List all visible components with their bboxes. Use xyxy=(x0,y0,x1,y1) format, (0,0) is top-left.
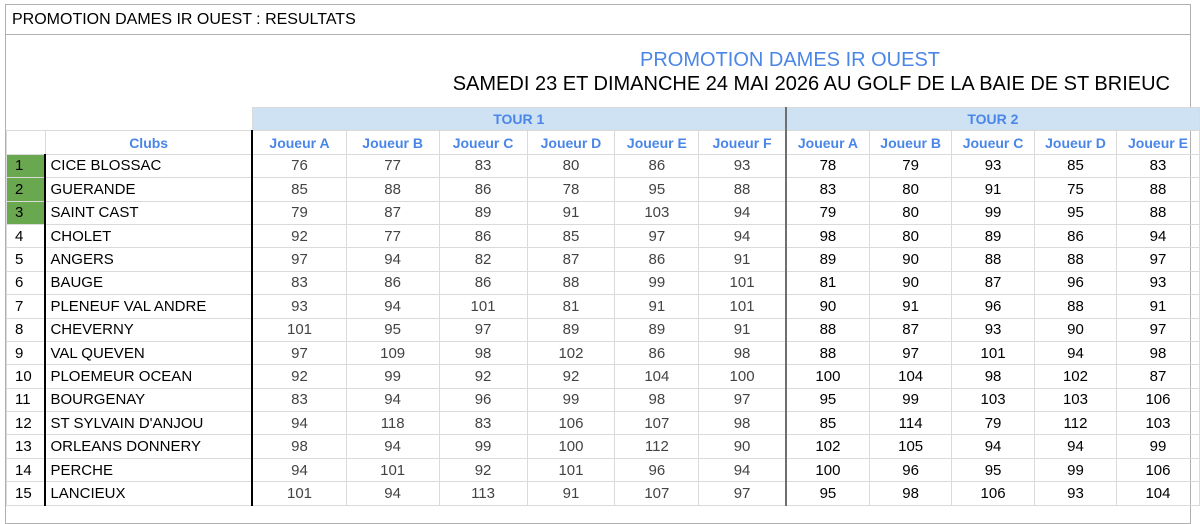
tour1-score-cell: 86 xyxy=(439,178,527,201)
table-row xyxy=(7,295,1200,318)
tour2-score-cell: 79 xyxy=(870,154,952,177)
tour2-score-cell: 89 xyxy=(786,248,870,271)
tour2-score-cell: 90 xyxy=(870,248,952,271)
tour1-score-cell: 106 xyxy=(527,412,615,435)
tour2-score-cell: 93 xyxy=(1116,271,1199,294)
tour1-score-cell: 91 xyxy=(699,318,786,341)
tour2-score-cell: 94 xyxy=(1116,224,1199,247)
club-cell: PLENEUF VAL ANDRE xyxy=(45,295,252,318)
tour2-score-cell: 114 xyxy=(870,412,952,435)
tour1-score-cell: 109 xyxy=(346,341,439,364)
rank-cell: 15 xyxy=(7,482,46,505)
tour2-score-cell: 98 xyxy=(786,224,870,247)
tour1-score-cell: 86 xyxy=(439,271,527,294)
rank-cell: 4 xyxy=(7,224,46,247)
tour2-score-cell: 85 xyxy=(1035,154,1117,177)
tour2-score-cell: 93 xyxy=(1035,482,1117,505)
tour2-score-cell: 83 xyxy=(1116,154,1199,177)
tour2-score-cell: 103 xyxy=(1116,412,1199,435)
tour2-score-cell: 88 xyxy=(952,248,1035,271)
tour1-score-cell: 99 xyxy=(346,365,439,388)
tour1-score-cell: 97 xyxy=(252,248,346,271)
tour1-score-cell: 94 xyxy=(346,482,439,505)
tour1-score-cell: 86 xyxy=(615,154,699,177)
tour2-score-cell: 103 xyxy=(1035,388,1117,411)
tour1-score-cell: 91 xyxy=(527,482,615,505)
tour2-score-cell: 98 xyxy=(952,365,1035,388)
tour1-score-cell: 101 xyxy=(699,295,786,318)
tour2-score-cell: 94 xyxy=(1035,435,1117,458)
tour1-score-cell: 94 xyxy=(252,412,346,435)
table-row xyxy=(7,178,1200,201)
tour2-score-cell: 93 xyxy=(952,154,1035,177)
results-table xyxy=(6,107,1200,506)
tour1-score-cell: 107 xyxy=(615,482,699,505)
tour1-score-cell: 94 xyxy=(346,295,439,318)
tour1-score-cell: 118 xyxy=(346,412,439,435)
tour1-score-cell: 96 xyxy=(439,388,527,411)
tour1-player-header: Joueur D xyxy=(527,131,615,154)
tour2-score-cell: 98 xyxy=(1116,341,1199,364)
club-cell: ST SYLVAIN D'ANJOU xyxy=(45,412,252,435)
tour1-score-cell: 86 xyxy=(439,224,527,247)
tour2-score-cell: 96 xyxy=(870,458,952,481)
tour2-score-cell: 98 xyxy=(870,482,952,505)
tour2-score-cell: 91 xyxy=(870,295,952,318)
tour1-score-cell: 90 xyxy=(699,435,786,458)
rank-cell: 11 xyxy=(7,388,46,411)
tour2-score-cell: 91 xyxy=(952,178,1035,201)
tour2-score-cell: 88 xyxy=(1116,178,1199,201)
table-row xyxy=(7,224,1200,247)
tour2-score-cell: 97 xyxy=(1116,318,1199,341)
tour1-score-cell: 88 xyxy=(527,271,615,294)
tour2-score-cell: 97 xyxy=(870,341,952,364)
tour1-score-cell: 112 xyxy=(615,435,699,458)
tour1-score-cell: 87 xyxy=(346,201,439,224)
tour2-score-cell: 81 xyxy=(786,271,870,294)
tour2-score-cell: 87 xyxy=(952,271,1035,294)
tour1-score-cell: 91 xyxy=(699,248,786,271)
tour1-player-header: Joueur B xyxy=(346,131,439,154)
club-cell: PLOEMEUR OCEAN xyxy=(45,365,252,388)
tour2-score-cell: 102 xyxy=(786,435,870,458)
tour1-score-cell: 78 xyxy=(527,178,615,201)
tour2-score-cell: 88 xyxy=(786,341,870,364)
tour1-score-cell: 97 xyxy=(699,388,786,411)
tour2-score-cell: 93 xyxy=(952,318,1035,341)
table-row xyxy=(7,318,1200,341)
tour1-score-cell: 94 xyxy=(252,458,346,481)
tour1-score-cell: 98 xyxy=(615,388,699,411)
tour1-score-cell: 102 xyxy=(527,341,615,364)
club-cell: LANCIEUX xyxy=(45,482,252,505)
club-cell: BAUGE xyxy=(45,271,252,294)
tour1-score-cell: 94 xyxy=(346,435,439,458)
club-cell: ANGERS xyxy=(45,248,252,271)
rank-cell: 12 xyxy=(7,412,46,435)
tour2-score-cell: 95 xyxy=(786,388,870,411)
tour2-score-cell: 91 xyxy=(1116,295,1199,318)
tour1-score-cell: 85 xyxy=(527,224,615,247)
tour1-score-cell: 92 xyxy=(527,365,615,388)
tour2-player-header: Joueur C xyxy=(952,131,1035,154)
tour2-score-cell: 79 xyxy=(952,412,1035,435)
tour2-score-cell: 104 xyxy=(1116,482,1199,505)
table-row xyxy=(7,365,1200,388)
tour2-score-cell: 88 xyxy=(1116,201,1199,224)
tour1-player-header: Joueur E xyxy=(615,131,699,154)
tour1-score-cell: 86 xyxy=(346,271,439,294)
club-cell: ORLEANS DONNERY xyxy=(45,435,252,458)
club-cell: PERCHE xyxy=(45,458,252,481)
tour1-header: TOUR 1 xyxy=(252,108,785,131)
rank-cell: 9 xyxy=(7,341,46,364)
clubs-header: Clubs xyxy=(45,131,252,154)
table-row xyxy=(7,154,1200,177)
table-row xyxy=(7,248,1200,271)
tour2-score-cell: 106 xyxy=(952,482,1035,505)
tour1-score-cell: 87 xyxy=(527,248,615,271)
tour1-score-cell: 101 xyxy=(527,458,615,481)
tour1-score-cell: 79 xyxy=(252,201,346,224)
tour2-score-cell: 99 xyxy=(1116,435,1199,458)
tour1-score-cell: 89 xyxy=(439,201,527,224)
tour2-score-cell: 95 xyxy=(952,458,1035,481)
rank-cell: 1 xyxy=(7,154,46,177)
tour1-score-cell: 83 xyxy=(252,388,346,411)
rank-cell: 14 xyxy=(7,458,46,481)
tour1-score-cell: 101 xyxy=(699,271,786,294)
tour2-score-cell: 95 xyxy=(1035,201,1117,224)
tour1-score-cell: 92 xyxy=(439,365,527,388)
tour1-score-cell: 89 xyxy=(527,318,615,341)
tour1-score-cell: 86 xyxy=(615,341,699,364)
tour1-score-cell: 93 xyxy=(252,295,346,318)
tour1-score-cell: 82 xyxy=(439,248,527,271)
table-row xyxy=(7,482,1200,505)
club-cell: CHOLET xyxy=(45,224,252,247)
rank-cell: 6 xyxy=(7,271,46,294)
tour1-score-cell: 100 xyxy=(699,365,786,388)
tour2-score-cell: 100 xyxy=(786,458,870,481)
table-row xyxy=(7,341,1200,364)
tour1-score-cell: 77 xyxy=(346,224,439,247)
tour2-score-cell: 88 xyxy=(1035,248,1117,271)
tour2-score-cell: 106 xyxy=(1116,388,1199,411)
rank-cell: 2 xyxy=(7,178,46,201)
tour2-score-cell: 94 xyxy=(952,435,1035,458)
tour1-score-cell: 94 xyxy=(699,201,786,224)
tour1-score-cell: 101 xyxy=(346,458,439,481)
tour1-score-cell: 98 xyxy=(699,412,786,435)
tour2-player-header: Joueur E xyxy=(1116,131,1199,154)
tour2-header: TOUR 2 xyxy=(786,108,1200,131)
tour-header-row xyxy=(7,108,1200,131)
tour2-score-cell: 90 xyxy=(786,295,870,318)
tour1-score-cell: 113 xyxy=(439,482,527,505)
tour2-score-cell: 94 xyxy=(1035,341,1117,364)
tour1-score-cell: 80 xyxy=(527,154,615,177)
tour2-score-cell: 87 xyxy=(870,318,952,341)
tour1-score-cell: 103 xyxy=(615,201,699,224)
tour1-score-cell: 99 xyxy=(527,388,615,411)
tour2-score-cell: 90 xyxy=(870,271,952,294)
tour2-score-cell: 88 xyxy=(786,318,870,341)
tour2-score-cell: 80 xyxy=(870,178,952,201)
page-subheading: SAMEDI 23 ET DIMANCHE 24 MAI 2026 AU GOLF DE LA BAIE DE ST BRIEUC xyxy=(452,73,1170,95)
tour1-score-cell: 94 xyxy=(346,248,439,271)
tour2-score-cell: 96 xyxy=(952,295,1035,318)
tour1-score-cell: 93 xyxy=(699,154,786,177)
tour1-score-cell: 91 xyxy=(527,201,615,224)
table-row xyxy=(7,435,1200,458)
table-row xyxy=(7,412,1200,435)
rank-cell: 3 xyxy=(7,201,46,224)
rank-cell: 8 xyxy=(7,318,46,341)
tour2-score-cell: 99 xyxy=(870,388,952,411)
rank-cell: 7 xyxy=(7,295,46,318)
tour1-score-cell: 86 xyxy=(615,248,699,271)
tour2-score-cell: 96 xyxy=(1035,271,1117,294)
tour1-score-cell: 97 xyxy=(615,224,699,247)
tour1-score-cell: 97 xyxy=(439,318,527,341)
tour1-player-header: Joueur F xyxy=(699,131,786,154)
tour2-score-cell: 80 xyxy=(870,224,952,247)
window-title: PROMOTION DAMES IR OUEST : RESULTATS xyxy=(6,5,1190,35)
tour1-score-cell: 96 xyxy=(615,458,699,481)
tour2-score-cell: 101 xyxy=(952,341,1035,364)
tour1-score-cell: 83 xyxy=(439,412,527,435)
tour2-score-cell: 97 xyxy=(1116,248,1199,271)
tour1-score-cell: 101 xyxy=(252,318,346,341)
tour1-score-cell: 88 xyxy=(699,178,786,201)
table-row xyxy=(7,201,1200,224)
tour2-score-cell: 85 xyxy=(786,412,870,435)
tour2-player-header: Joueur A xyxy=(786,131,870,154)
tour1-score-cell: 91 xyxy=(615,295,699,318)
tour1-score-cell: 97 xyxy=(699,482,786,505)
tour1-score-cell: 98 xyxy=(439,341,527,364)
tour2-score-cell: 79 xyxy=(786,201,870,224)
column-header-row xyxy=(7,131,1200,154)
tour1-score-cell: 83 xyxy=(439,154,527,177)
tour2-score-cell: 80 xyxy=(870,201,952,224)
tour1-score-cell: 95 xyxy=(346,318,439,341)
tour1-score-cell: 94 xyxy=(699,224,786,247)
club-cell: VAL QUEVEN xyxy=(45,341,252,364)
tour2-score-cell: 83 xyxy=(786,178,870,201)
tour2-score-cell: 106 xyxy=(1116,458,1199,481)
tour1-score-cell: 107 xyxy=(615,412,699,435)
tour1-score-cell: 92 xyxy=(439,458,527,481)
table-row xyxy=(7,458,1200,481)
tour1-score-cell: 89 xyxy=(615,318,699,341)
club-cell: BOURGENAY xyxy=(45,388,252,411)
club-cell: SAINT CAST xyxy=(45,201,252,224)
tour2-score-cell: 89 xyxy=(952,224,1035,247)
tour2-score-cell: 86 xyxy=(1035,224,1117,247)
rank-cell: 5 xyxy=(7,248,46,271)
tour1-score-cell: 98 xyxy=(699,341,786,364)
tour2-score-cell: 103 xyxy=(952,388,1035,411)
club-cell: GUERANDE xyxy=(45,178,252,201)
tour2-score-cell: 102 xyxy=(1035,365,1117,388)
tour1-score-cell: 95 xyxy=(615,178,699,201)
table-row xyxy=(7,271,1200,294)
tour1-score-cell: 97 xyxy=(252,341,346,364)
tour2-score-cell: 90 xyxy=(1035,318,1117,341)
rank-cell: 13 xyxy=(7,435,46,458)
tour1-score-cell: 98 xyxy=(252,435,346,458)
tour2-score-cell: 99 xyxy=(1035,458,1117,481)
page-heading: PROMOTION DAMES IR OUEST xyxy=(640,49,941,71)
tour1-score-cell: 94 xyxy=(346,388,439,411)
tour1-score-cell: 83 xyxy=(252,271,346,294)
tour1-score-cell: 85 xyxy=(252,178,346,201)
tour1-score-cell: 101 xyxy=(252,482,346,505)
tour1-score-cell: 101 xyxy=(439,295,527,318)
tour1-score-cell: 77 xyxy=(346,154,439,177)
club-cell: CICE BLOSSAC xyxy=(45,154,252,177)
tour2-score-cell: 99 xyxy=(952,201,1035,224)
table-row xyxy=(7,388,1200,411)
tour1-player-header: Joueur C xyxy=(439,131,527,154)
tour2-score-cell: 104 xyxy=(870,365,952,388)
tour2-score-cell: 112 xyxy=(1035,412,1117,435)
tour1-score-cell: 99 xyxy=(439,435,527,458)
tour2-player-header: Joueur D xyxy=(1035,131,1117,154)
tour1-score-cell: 100 xyxy=(527,435,615,458)
tour1-score-cell: 92 xyxy=(252,365,346,388)
tour2-score-cell: 87 xyxy=(1116,365,1199,388)
tour1-score-cell: 92 xyxy=(252,224,346,247)
rank-cell: 10 xyxy=(7,365,46,388)
tour1-score-cell: 81 xyxy=(527,295,615,318)
tour2-score-cell: 105 xyxy=(870,435,952,458)
tour2-score-cell: 88 xyxy=(1035,295,1117,318)
tour2-score-cell: 78 xyxy=(786,154,870,177)
tour2-player-header: Joueur B xyxy=(870,131,952,154)
tour2-score-cell: 75 xyxy=(1035,178,1117,201)
tour1-score-cell: 88 xyxy=(346,178,439,201)
club-cell: CHEVERNY xyxy=(45,318,252,341)
tour1-score-cell: 94 xyxy=(699,458,786,481)
tour1-score-cell: 99 xyxy=(615,271,699,294)
tour1-score-cell: 76 xyxy=(252,154,346,177)
tour1-player-header: Joueur A xyxy=(252,131,346,154)
tour1-score-cell: 104 xyxy=(615,365,699,388)
tour2-score-cell: 100 xyxy=(786,365,870,388)
tour2-score-cell: 95 xyxy=(786,482,870,505)
rank-header xyxy=(7,131,46,154)
